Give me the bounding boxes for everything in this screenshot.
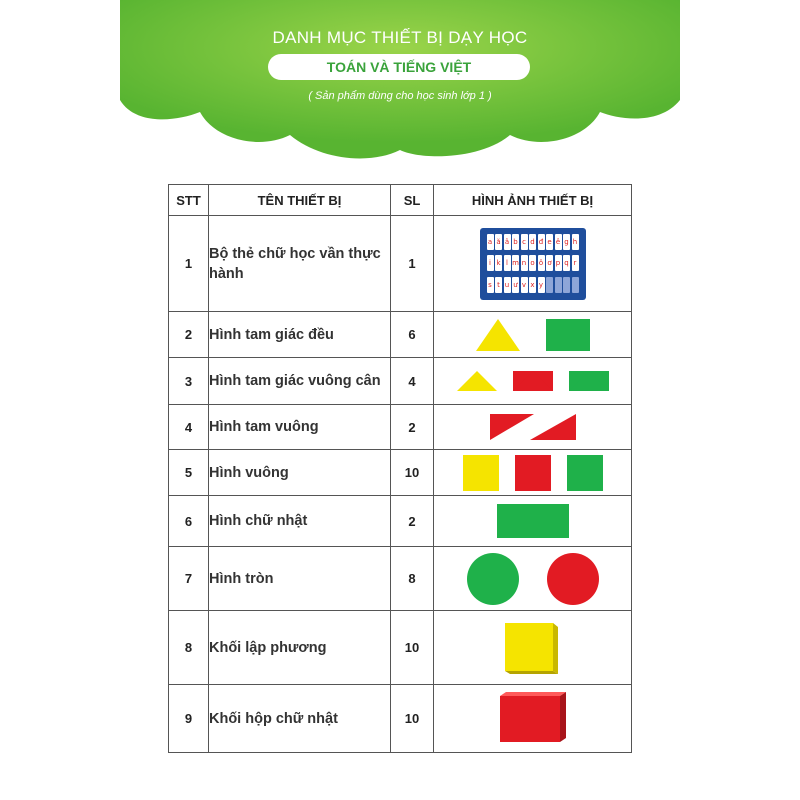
red-circle-icon <box>547 553 599 605</box>
green-circle-icon <box>467 553 519 605</box>
row-image <box>434 405 632 450</box>
row-name: Khối hộp chữ nhật <box>209 685 391 753</box>
red-triangle-icon <box>513 371 553 391</box>
row-name: Hình tam vuông <box>209 405 391 450</box>
green-square-icon <box>567 455 603 491</box>
col-header-stt: STT <box>169 185 209 216</box>
row-image <box>434 358 632 405</box>
red-square-icon <box>515 455 551 491</box>
table-row <box>169 611 632 685</box>
row-stt: 5 <box>169 450 209 496</box>
row-image <box>434 312 632 358</box>
row-name: Hình vuông <box>209 450 391 496</box>
row-qty: 8 <box>391 547 434 611</box>
row-name: Hình chữ nhật <box>209 496 391 547</box>
row-name: Hình tam giác đều <box>209 312 391 358</box>
row-qty: 4 <box>391 358 434 405</box>
row-image <box>434 547 632 611</box>
table-row <box>169 312 632 358</box>
equipment-table <box>168 184 632 753</box>
row-qty: 6 <box>391 312 434 358</box>
table-row <box>169 450 632 496</box>
cube-icon <box>505 621 561 675</box>
row-stt: 3 <box>169 358 209 405</box>
row-name: Hình tròn <box>209 547 391 611</box>
row-qty: 2 <box>391 496 434 547</box>
row-image <box>434 611 632 685</box>
row-qty: 2 <box>391 405 434 450</box>
table-row <box>169 547 632 611</box>
row-name: Khối lập phương <box>209 611 391 685</box>
row-stt: 6 <box>169 496 209 547</box>
table-header-row <box>169 185 632 216</box>
row-stt: 1 <box>169 216 209 312</box>
table-row <box>169 358 632 405</box>
table-row <box>169 405 632 450</box>
row-stt: 4 <box>169 405 209 450</box>
right-triangles-icon <box>490 414 576 440</box>
row-image <box>434 496 632 547</box>
letter-card-board-image: a ă â b c d đ e ê g h i k l m n o ô ơ p q r s t u ư v x y <box>480 228 586 300</box>
green-triangle-icon <box>569 371 609 391</box>
table-row <box>169 496 632 547</box>
col-header-qty: SL <box>391 185 434 216</box>
header-cloud-banner <box>0 0 800 170</box>
col-header-image: HÌNH ẢNH THIẾT BỊ <box>434 185 632 216</box>
row-name: Hình tam giác vuông cân <box>209 358 391 405</box>
row-qty: 10 <box>391 685 434 753</box>
col-header-name: TÊN THIẾT BỊ <box>209 185 391 216</box>
row-qty: 10 <box>391 450 434 496</box>
row-qty: 10 <box>391 611 434 685</box>
page-title: DANH MỤC THIẾT BỊ DẠY HỌC <box>272 28 528 47</box>
subject-label: TOÁN VÀ TIẾNG VIỆT <box>268 54 530 80</box>
row-name: Bộ thẻ chữ học vần thực hành <box>209 216 391 312</box>
yellow-triangle-icon <box>476 319 520 351</box>
row-stt: 2 <box>169 312 209 358</box>
row-stt: 9 <box>169 685 209 753</box>
row-stt: 8 <box>169 611 209 685</box>
row-image <box>434 216 632 312</box>
row-stt: 7 <box>169 547 209 611</box>
table-row <box>169 685 632 753</box>
row-image <box>434 685 632 753</box>
row-image <box>434 450 632 496</box>
green-triangle-icon <box>546 319 590 351</box>
yellow-square-icon <box>463 455 499 491</box>
table-row <box>169 216 632 312</box>
green-rectangle-icon <box>497 504 569 538</box>
subtitle-note: ( Sản phẩm dùng cho học sinh lớp 1 ) <box>308 90 492 102</box>
yellow-triangle-icon <box>457 371 497 391</box>
cuboid-icon <box>498 692 568 746</box>
row-qty: 1 <box>391 216 434 312</box>
